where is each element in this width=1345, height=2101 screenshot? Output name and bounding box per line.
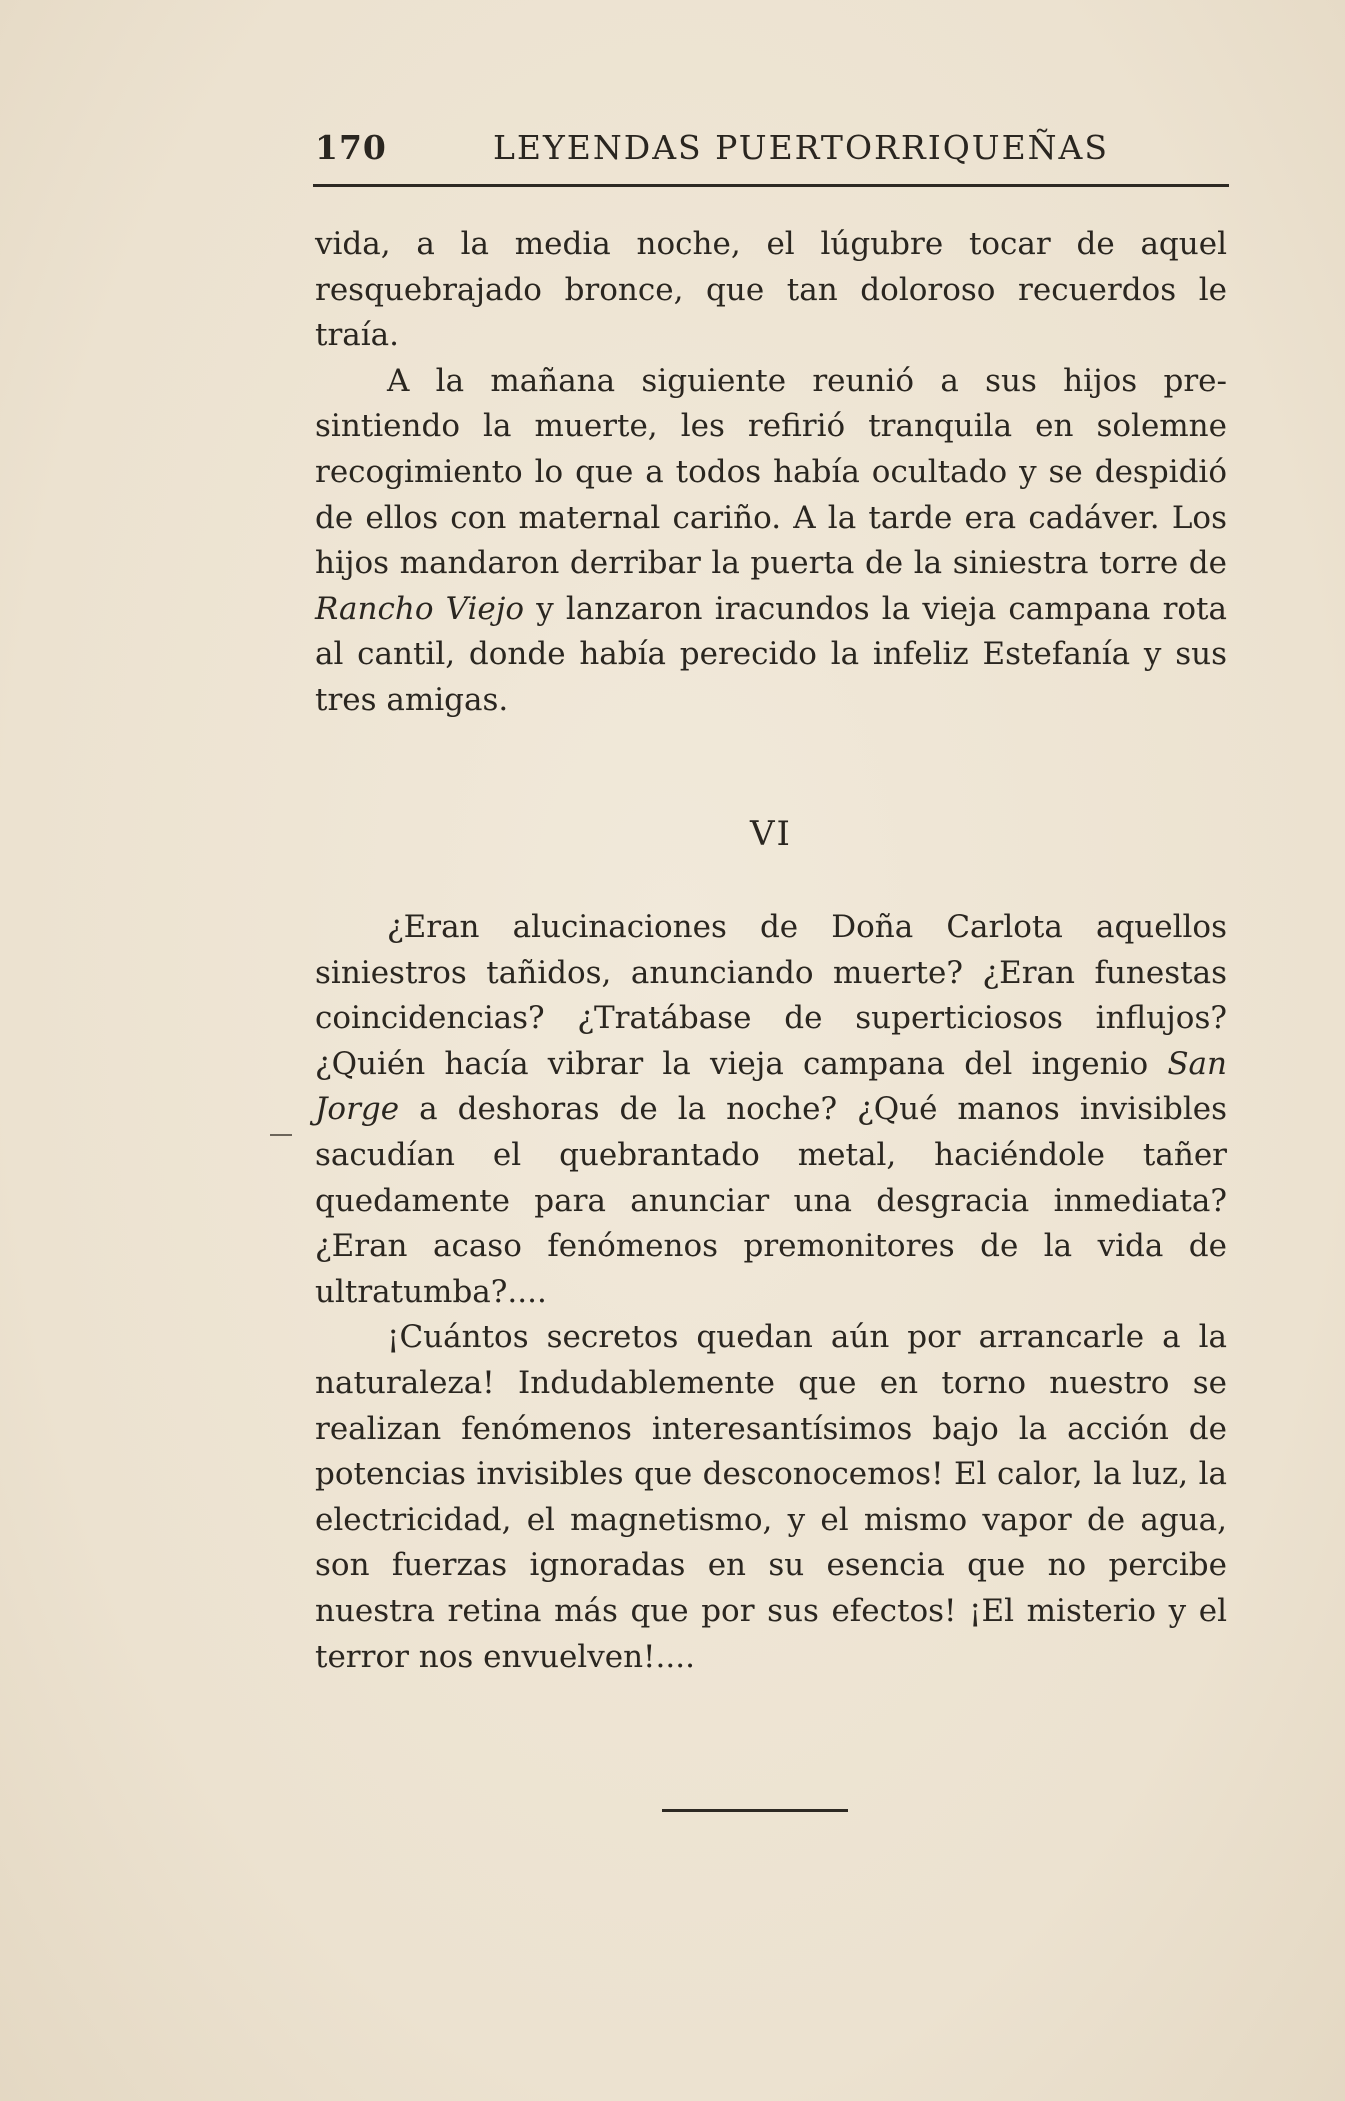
text-block-top: [315, 222, 1227, 724]
running-head: [315, 128, 1227, 176]
paragraph-text: ¡Cuántos secretos quedan aún por arrancarle a la naturaleza! Indudablemente que en torno nuestro se realizan fenómenos interesantísimos bajo la acción de potencias invisibles que desconocemos! El calor, la luz, la electricidad, el magnetismo, y el mismo vapor de agua, son fuerzas ignoradas en su esencia que no percibe nuestra retina más que por sus efectos! ¡El misterio y el terror nos envuelven!....: [315, 1319, 1227, 1675]
place-name: Rancho Viejo: [315, 590, 525, 627]
paragraph: [315, 905, 1227, 1315]
paragraph: [315, 359, 1227, 724]
paragraph-text: vida, a la media noche, el lúgubre tocar de aquel resquebrajado bronce, que tan doloroso recuerdos le traía.: [315, 226, 1227, 354]
margin-mark: [270, 1134, 292, 1136]
paragraph: [315, 222, 1227, 359]
paragraph: [315, 1315, 1227, 1680]
paragraph-text: a deshoras de la noche? ¿Qué manos invisibles sacudían el quebrantado metal, haciéndole tañer quedamente para anunciar una desgracia inmediata? ¿Eran acaso fenómenos premonitores de la vida de ultratumba?....: [315, 1091, 1227, 1310]
paragraph-text: ¿Eran alucinaciones de Doña Carlota aquellos siniestros tañidos, anunciando muerte? ¿Eran funestas coincidencias? ¿Tratábase de superticiosos influjos? ¿Quién hacía vibrar la vieja campana del ingenio: [315, 909, 1227, 1082]
end-ornament-rule: [662, 1809, 848, 1812]
book-title: LEYENDAS PUERTORRIQUEÑAS: [493, 128, 1109, 167]
place-name: San Jorge: [315, 1045, 1227, 1128]
text-block-bottom: [315, 905, 1227, 1680]
paragraph-text: y lanzaron iracundos la vieja campana rota al cantil, donde había perecido la infeliz Estefanía y sus tres amigas.: [315, 590, 1227, 718]
paragraph-text: A la mañana siguiente reunió a sus hijos presintiendo la muerte, les refirió tranquila en solemne recogimiento lo que a todos había ocultado y se despidió de ellos con maternal cariño. A la tarde era cadáver. Los hijos mandaron derribar la puerta de la siniestra torre de: [315, 362, 1227, 582]
header-rule: [313, 184, 1229, 187]
section-heading: VI: [750, 814, 792, 854]
page-number: 170: [315, 128, 387, 167]
